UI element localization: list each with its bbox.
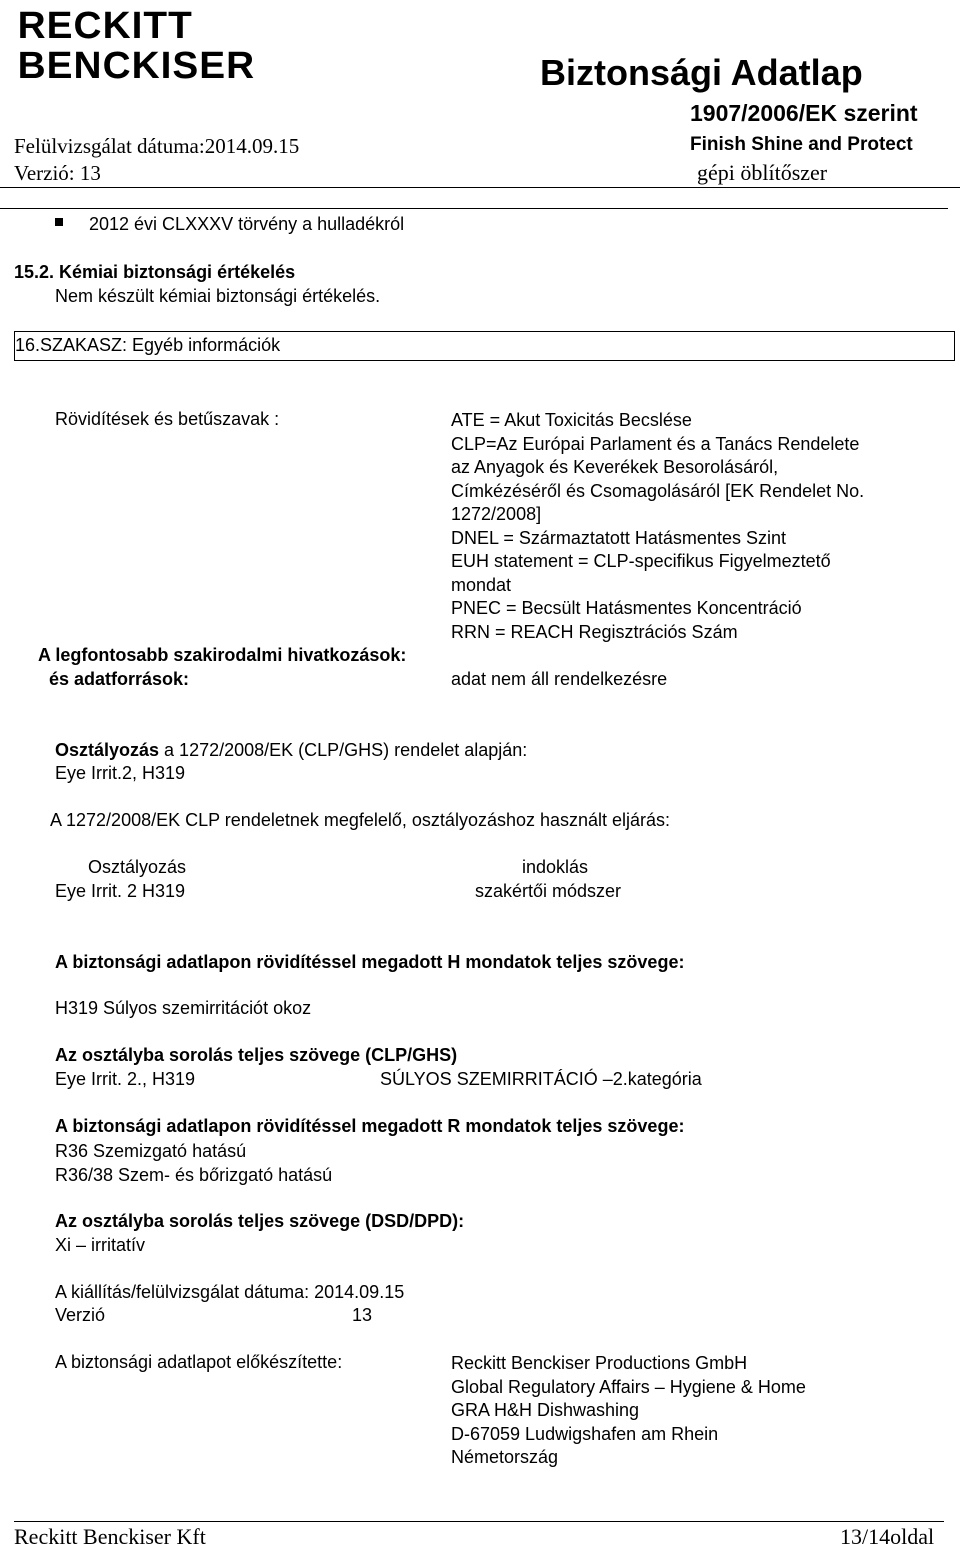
logo-line-2: BENCKISER bbox=[17, 45, 256, 87]
footer-page-number: 13/14oldal bbox=[840, 1524, 935, 1549]
r-statements-list bbox=[55, 1140, 332, 1187]
logo-line-1: RECKITT bbox=[17, 5, 193, 47]
law-reference: 2012 évi CLXXXV törvény a hulladékról bbox=[89, 214, 405, 234]
version-value: 13 bbox=[352, 1305, 373, 1325]
address-line: GRA H&H Dishwashing bbox=[451, 1400, 640, 1420]
h-statement: H319 Súlyos szemirritációt okoz bbox=[55, 998, 312, 1018]
classification-basis bbox=[55, 740, 527, 761]
address-line: D-67059 Ludwigshafen am Rhein bbox=[451, 1423, 719, 1444]
clp-heading: Az osztályba sorolás teljes szövege (CLP/GHS) bbox=[55, 1045, 458, 1065]
clp-code: Eye Irrit. 2., H319 bbox=[55, 1069, 196, 1089]
issue-date: A kiállítás/felülvizsgálat dátuma: 2014.09.15 bbox=[55, 1282, 405, 1302]
clp-description: SÚLYOS SZEMIRRITÁCIÓ –2.kategória bbox=[380, 1069, 702, 1089]
footer-company: Reckitt Benckiser Kft bbox=[14, 1524, 206, 1549]
abbr-item: DNEL = Származtatott Hatásmentes Szint bbox=[451, 527, 786, 548]
abbr-label: Rövidítések és betűszavak : bbox=[55, 409, 280, 429]
section-16-title: 16.SZAKASZ: Egyéb információk bbox=[15, 335, 281, 355]
abbr-item: az Anyagok és Keverékek Besorolásáról, bbox=[451, 457, 779, 477]
prepared-by-label: A biztonsági adatlapot előkészítette: bbox=[55, 1352, 343, 1372]
section-16-title-box bbox=[14, 331, 955, 361]
section-15-2-text: Nem készült kémiai biztonsági értékelés. bbox=[55, 286, 381, 306]
abbr-item: CLP=Az Európai Parlament és a Tanács Rendelete bbox=[451, 433, 860, 454]
product-name: Finish Shine and Protect bbox=[690, 134, 913, 155]
company-logo bbox=[18, 6, 255, 86]
address-line: Reckitt Benckiser Productions GmbH bbox=[451, 1353, 748, 1373]
refs-label-1: A legfontosabb szakirodalmi hivatkozások: bbox=[38, 645, 407, 665]
classification-value: Eye Irrit.2, H319 bbox=[55, 763, 186, 783]
r-statement: R36/38 Szem- és bőrizgató hatású bbox=[55, 1164, 333, 1185]
section-15-2-heading: 15.2. Kémiai biztonsági értékelés bbox=[14, 262, 296, 282]
abbr-item: Címkézéséről és Csomagolásáról [EK Rendelet No. bbox=[451, 480, 865, 501]
footer-divider bbox=[14, 1521, 944, 1522]
version: Verzió: 13 bbox=[14, 161, 101, 185]
abbr-item: ATE = Akut Toxicitás Becslése bbox=[451, 410, 692, 430]
table-head-classification: Osztályozás bbox=[88, 857, 187, 877]
abbr-item: 1272/2008] bbox=[451, 504, 542, 524]
table-cell-classification: Eye Irrit. 2 H319 bbox=[55, 881, 186, 901]
abbr-item: EUH statement = CLP-specifikus Figyelmeztető bbox=[451, 551, 831, 571]
bullet-icon bbox=[55, 218, 63, 226]
procedure-text: A 1272/2008/EK CLP rendeletnek megfelelő, osztályozáshoz használt eljárás: bbox=[50, 810, 671, 830]
address-line: Global Regulatory Affairs – Hygiene & Home bbox=[451, 1376, 806, 1397]
dsd-text: Xi – irritatív bbox=[55, 1235, 146, 1255]
table-cell-justification: szakértői módszer bbox=[475, 881, 622, 901]
abbr-item: RRN = REACH Regisztrációs Szám bbox=[451, 621, 738, 642]
regulation-ref: 1907/2006/EK szerint bbox=[690, 100, 918, 126]
prepared-by-address bbox=[451, 1352, 806, 1470]
r-statement: R36 Szemizgató hatású bbox=[55, 1141, 247, 1161]
refs-value: adat nem áll rendelkezésre bbox=[451, 669, 668, 689]
table-head-justification: indoklás bbox=[522, 857, 589, 877]
abbr-item: PNEC = Becsült Hatásmentes Koncentráció bbox=[451, 598, 802, 618]
version-label: Verzió bbox=[55, 1305, 106, 1325]
revision-date: Felülvizsgálat dátuma:2014.09.15 bbox=[14, 134, 300, 158]
classification-rest: a 1272/2008/EK (CLP/GHS) rendelet alapján: bbox=[159, 740, 528, 760]
address-line: Németország bbox=[451, 1447, 559, 1467]
abbr-item: mondat bbox=[451, 574, 512, 595]
header-divider bbox=[0, 187, 960, 188]
header-divider-2 bbox=[0, 208, 948, 209]
document-title: Biztonsági Adatlap bbox=[540, 52, 863, 93]
r-statements-heading: A biztonsági adatlapon rövidítéssel megadott R mondatok teljes szövege: bbox=[55, 1116, 685, 1136]
dsd-heading: Az osztályba sorolás teljes szövege (DSD/DPD): bbox=[55, 1211, 465, 1231]
h-statements-heading: A biztonsági adatlapon rövidítéssel megadott H mondatok teljes szövege: bbox=[55, 952, 685, 972]
product-type: gépi öblítőszer bbox=[697, 160, 828, 185]
classification-bold: Osztályozás bbox=[55, 740, 160, 760]
refs-label-2: és adatforrások: bbox=[49, 669, 190, 689]
abbr-list bbox=[451, 409, 864, 644]
